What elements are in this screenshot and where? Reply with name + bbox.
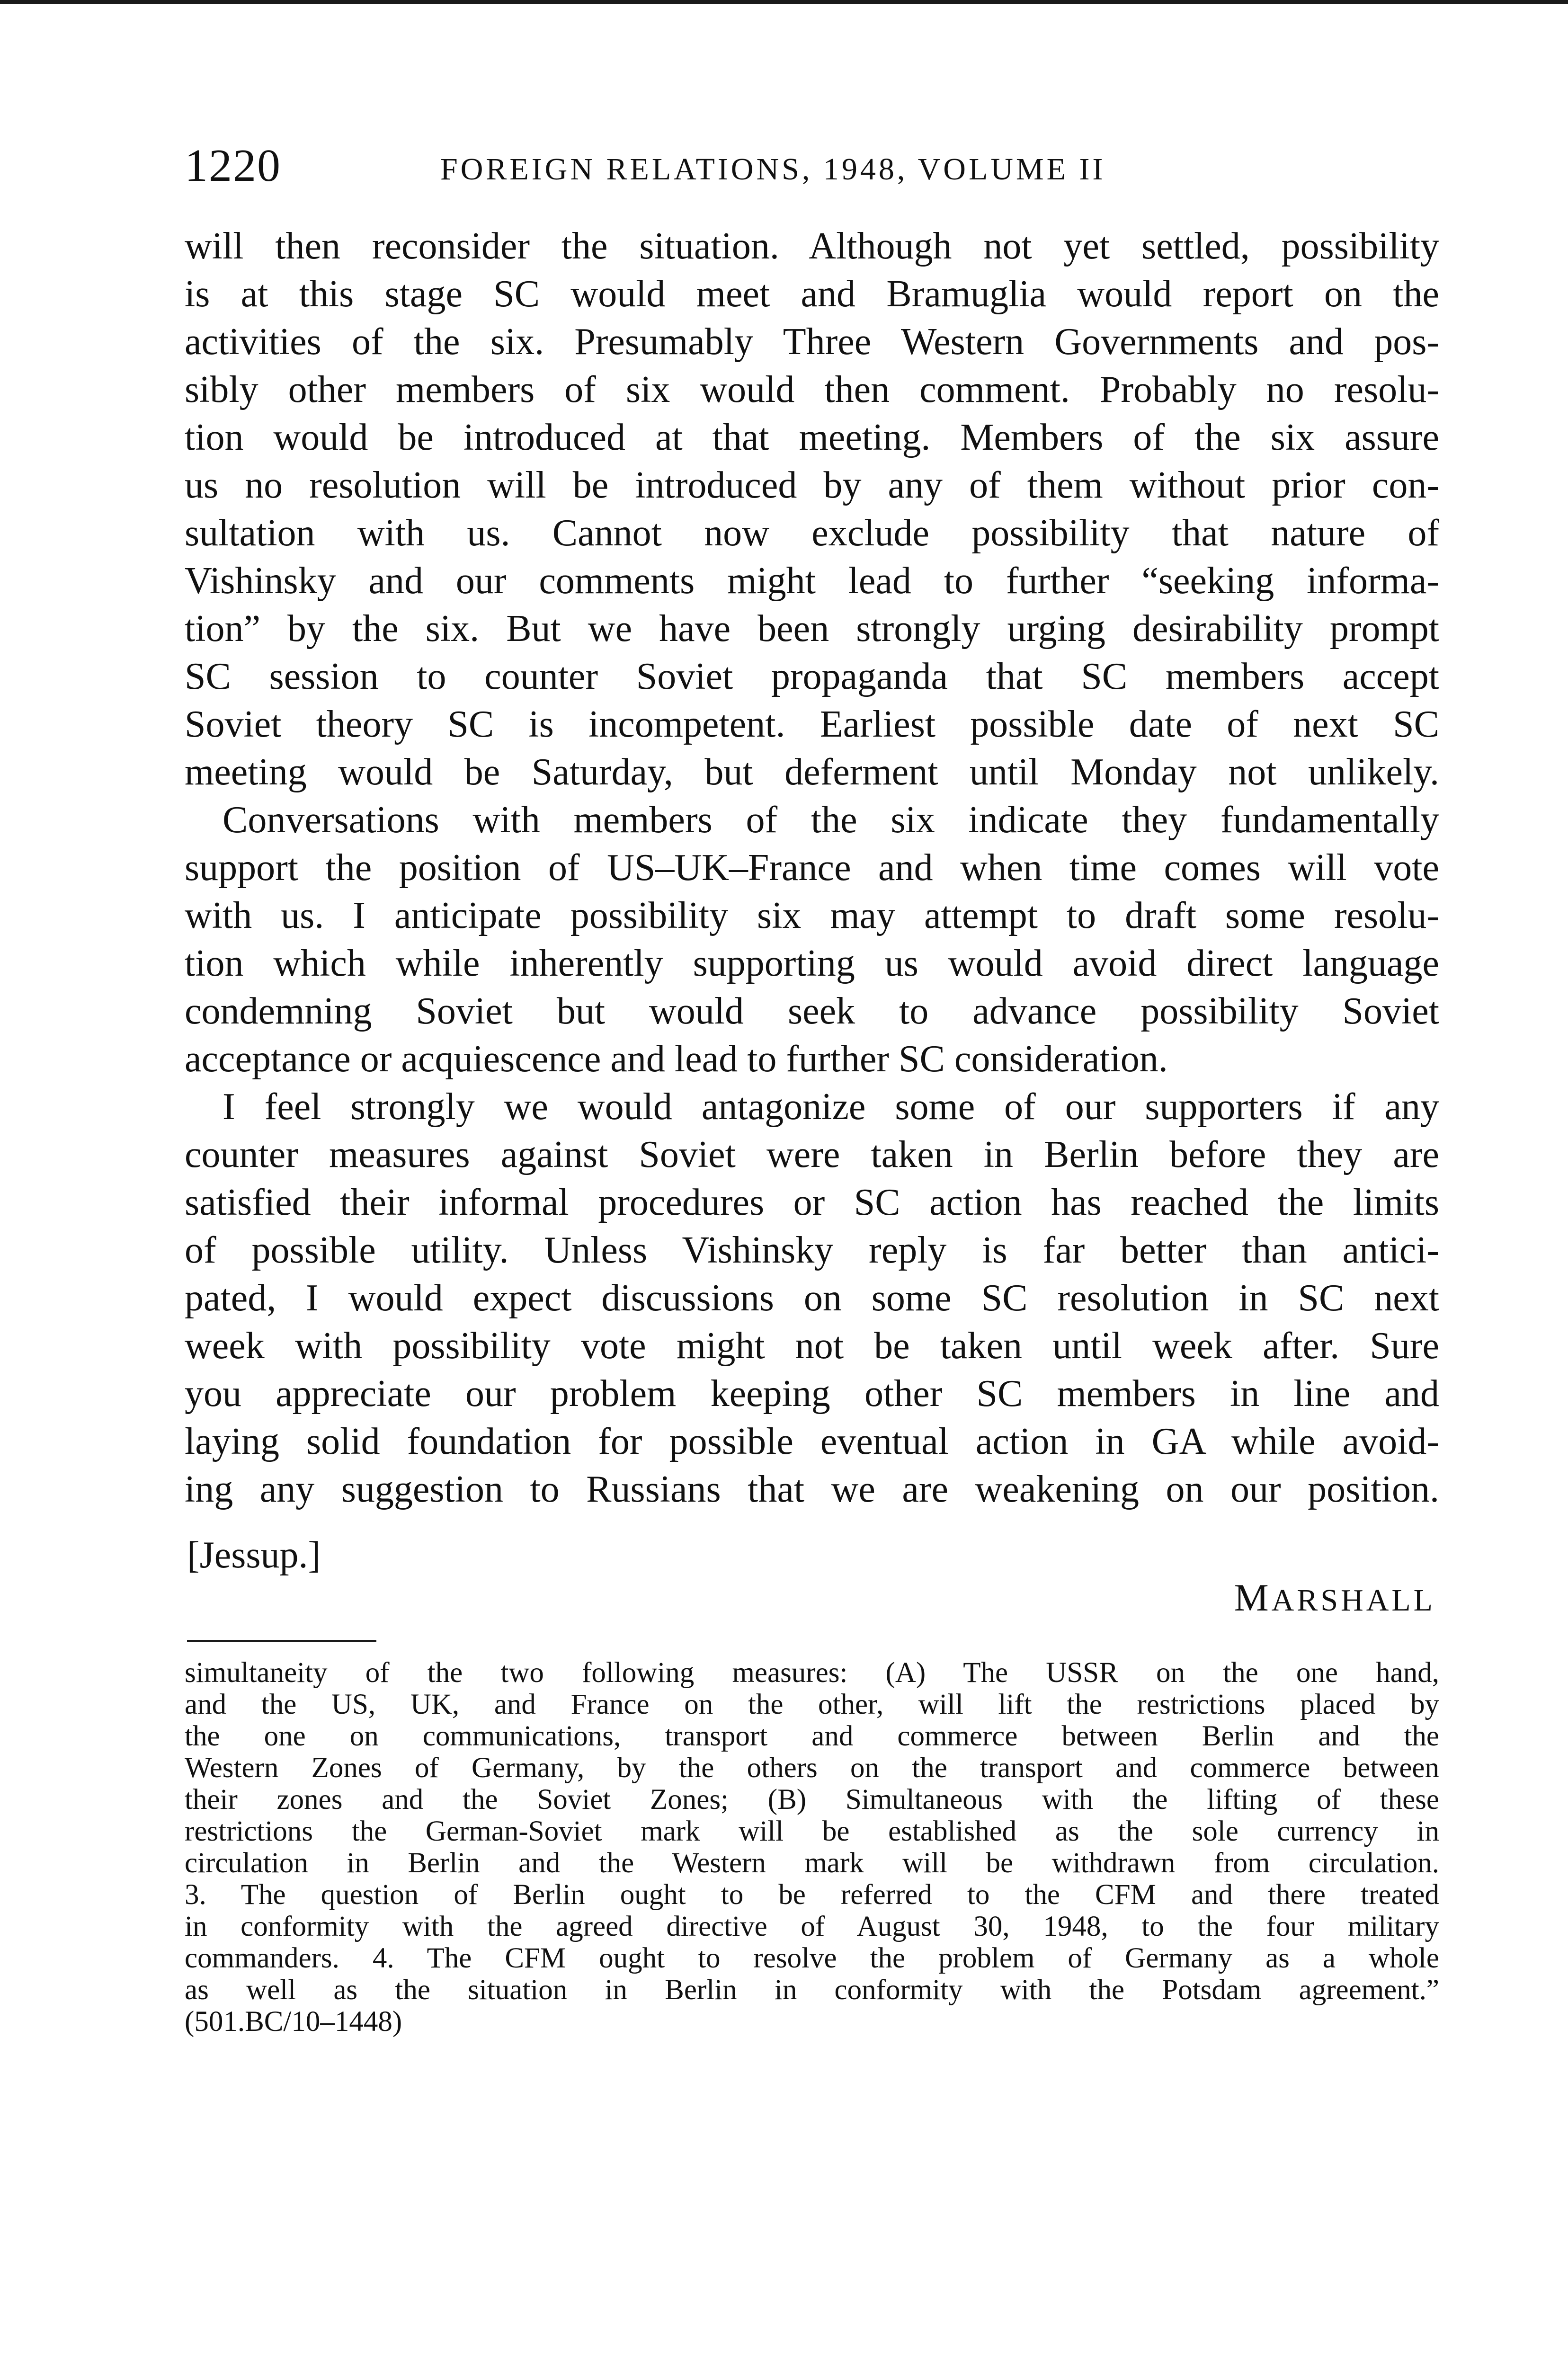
page-header — [185, 137, 1434, 204]
footnote-line: commanders. 4. The CFM ought to resolve the problem of Germany as a whole — [185, 1942, 1439, 1974]
text-line: sibly other members of six would then comment. Probably no resolu- — [185, 369, 1439, 410]
footnote-line: restrictions the German-Soviet mark will be established as the sole currency in — [185, 1815, 1439, 1847]
footnote-line: in conformity with the agreed directive of August 30, 1948, to the four military — [185, 1911, 1439, 1942]
text-line: with us. I anticipate possibility six may attempt to draft some resolu- — [185, 895, 1439, 936]
signature-rest: ARSHALL — [1271, 1583, 1435, 1618]
text-line: pated, I would expect discussions on some SC resolution in SC next — [185, 1277, 1439, 1319]
text-line: laying solid foundation for possible eventual action in GA while avoid- — [185, 1421, 1439, 1462]
paragraph-3 — [185, 1083, 1439, 1513]
text-line: will then reconsider the situation. Although not yet settled, possibility — [185, 225, 1439, 267]
footnote — [185, 1657, 1439, 2038]
text-line: you appreciate our problem keeping other SC members in line and — [185, 1373, 1439, 1415]
footnote-divider — [187, 1640, 376, 1642]
footnote-line: and the US, UK, and France on the other, will lift the restrictions placed by — [185, 1689, 1439, 1720]
text-line: tion which while inherently supporting us would avoid direct language — [185, 943, 1439, 984]
text-line: activities of the six. Presumably Three Western Governments and pos- — [185, 321, 1439, 363]
text-line: support the position of US–UK–France and when time comes will vote — [185, 847, 1439, 889]
text-line: sultation with us. Cannot now exclude possibility that nature of — [185, 512, 1439, 554]
footnote-text — [185, 1657, 1439, 2038]
text-line: week with possibility vote might not be taken until week after. Sure — [185, 1325, 1439, 1367]
text-line: of possible utility. Unless Vishinsky reply is far better than antici- — [185, 1229, 1439, 1271]
text-line: counter measures against Soviet were taken in Berlin before they are — [185, 1134, 1439, 1175]
text-line: meeting would be Saturday, but deferment until Monday not unlikely. — [185, 751, 1439, 793]
text-line: satisfied their informal procedures or SC action has reached the limits — [185, 1182, 1439, 1223]
text-line: us no resolution will be introduced by any of them without prior con- — [185, 464, 1439, 506]
running-head: FOREIGN RELATIONS, 1948, VOLUME II — [440, 152, 1106, 187]
footnote-line: Western Zones of Germany, by the others on the transport and commerce between — [185, 1752, 1439, 1784]
page-number: 1220 — [185, 140, 281, 191]
footnote-line: circulation in Berlin and the Western mark will be withdrawn from circulation. — [185, 1847, 1439, 1879]
top-border-rule — [0, 0, 1568, 4]
bracketed-name: [Jessup.] — [187, 1534, 321, 1576]
footnote-line: the one on communications, transport and commerce between Berlin and the — [185, 1720, 1439, 1752]
signature-initial: M — [1234, 1576, 1272, 1619]
footnote-line: 3. The question of Berlin ought to be referred to the CFM and there treated — [185, 1879, 1439, 1911]
signature — [1234, 1574, 1435, 1624]
text-line: acceptance or acquiescence and lead to further SC consideration. — [185, 1038, 1168, 1080]
footnote-line: as well as the situation in Berlin in conformity with the Potsdam agreement.” — [185, 1974, 1439, 2006]
footnote-line: (501.BC/10–1448) — [185, 2006, 402, 2038]
footnote-line: their zones and the Soviet Zones; (B) Simultaneous with the lifting of these — [185, 1784, 1439, 1815]
text-line: Conversations with members of the six indicate they fundamentally — [223, 799, 1439, 841]
text-line: SC session to counter Soviet propaganda that SC members accept — [185, 656, 1439, 697]
text-line: ing any suggestion to Russians that we are weakening on our position. — [185, 1468, 1439, 1510]
paragraph-1 — [185, 222, 1439, 796]
text-line: tion would be introduced at that meeting. Members of the six assure — [185, 417, 1439, 458]
text-line: tion” by the six. But we have been strongly urging desirability prompt — [185, 608, 1439, 650]
text-line: Vishinsky and our comments might lead to further “seeking informa- — [185, 560, 1439, 602]
footnote-line: simultaneity of the two following measures: (A) The USSR on the one hand, — [185, 1657, 1439, 1689]
text-line: condemning Soviet but would seek to advance possibility Soviet — [185, 990, 1439, 1032]
text-line: is at this stage SC would meet and Bramuglia would report on the — [185, 273, 1439, 315]
text-line: Soviet theory SC is incompetent. Earliest possible date of next SC — [185, 703, 1439, 745]
text-line: I feel strongly we would antagonize some of our supporters if any — [223, 1086, 1439, 1128]
body-text — [185, 222, 1439, 1513]
paragraph-2 — [185, 796, 1439, 1083]
